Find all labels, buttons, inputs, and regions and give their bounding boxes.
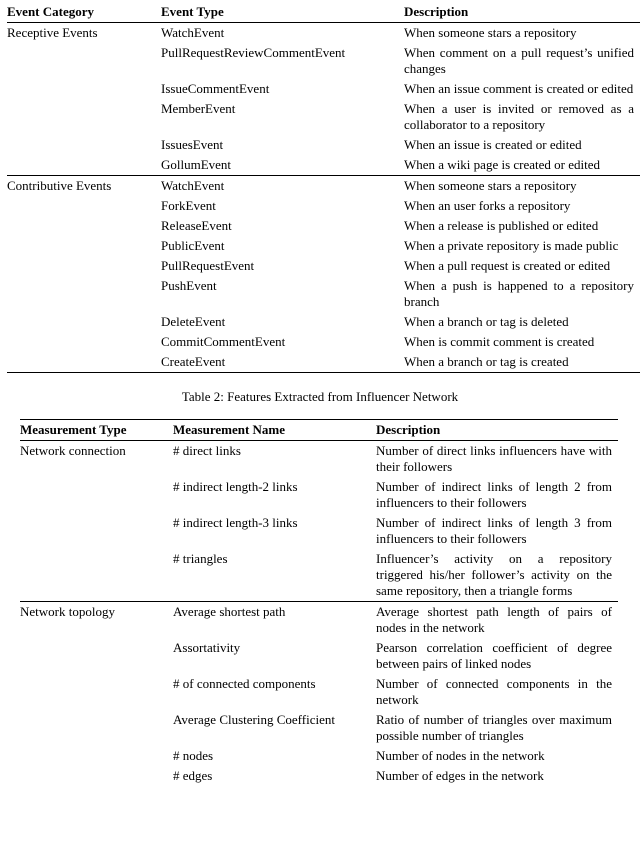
measurement-name-cell: # direct links	[173, 443, 241, 458]
event-type-cell: IssueCommentEvent	[161, 81, 270, 96]
table-row	[20, 674, 618, 710]
table-row	[7, 352, 640, 373]
measurement-description-cell: Number of direct links influencers have with their followers	[376, 443, 612, 474]
event-types-table	[7, 2, 640, 373]
measurement-name-cell: # of connected components	[173, 676, 316, 691]
event-description-cell: When someone stars a repository	[404, 25, 577, 40]
measurement-table-header-row	[20, 420, 618, 441]
measurement-name-cell: Average Clustering Coefficient	[173, 712, 335, 727]
table-row	[7, 236, 640, 256]
measurement-name-cell: Assortativity	[173, 640, 241, 655]
measurement-description-cell: Average shortest path length of pairs of nodes in the network	[376, 604, 612, 635]
event-type-cell: ForkEvent	[161, 198, 216, 213]
event-type-cell: PushEvent	[161, 278, 217, 293]
measurement-type-cell: Network connection	[20, 443, 126, 458]
table-row	[20, 638, 618, 674]
table-row	[7, 196, 640, 216]
event-table-header-row	[7, 2, 640, 23]
table-row	[20, 746, 618, 766]
influencer-network-table	[20, 419, 618, 786]
event-type-cell: PullRequestEvent	[161, 258, 255, 273]
event-type-cell: MemberEvent	[161, 101, 236, 116]
table-row	[7, 256, 640, 276]
event-type-cell: CommitCommentEvent	[161, 334, 286, 349]
table-row	[20, 602, 618, 639]
event-category-cell	[7, 79, 161, 99]
event-type-cell: IssuesEvent	[161, 137, 224, 152]
measurement-type-cell	[20, 766, 173, 786]
event-description-cell: When an issue comment is created or edited	[404, 81, 634, 96]
measurement-description-cell: Ratio of number of triangles over maximum possible number of triangles	[376, 712, 612, 743]
measurement-description-cell: Influencer’s activity on a repository triggered his/her follower’s activity on the same repository, then a triangle forms	[376, 551, 612, 598]
measurement-type-header: Measurement Type	[20, 422, 127, 437]
table-row	[7, 276, 640, 312]
table-row	[20, 513, 618, 549]
event-description-cell: When comment on a pull request’s unified changes	[404, 45, 634, 76]
event-type-cell: DeleteEvent	[161, 314, 226, 329]
event-category-cell	[7, 216, 161, 236]
event-description-cell: When a push is happened to a repository branch	[404, 278, 634, 309]
measurement-type-cell	[20, 746, 173, 766]
table-row	[7, 155, 640, 176]
measurement-type-cell	[20, 710, 173, 746]
measurement-description-cell: Number of connected components in the network	[376, 676, 612, 707]
event-type-cell: CreateEvent	[161, 354, 226, 369]
event-type-cell: WatchEvent	[161, 178, 225, 193]
event-description-cell: When a user is invited or removed as a collaborator to a repository	[404, 101, 634, 132]
table-row	[7, 79, 640, 99]
event-category-cell: Receptive Events	[7, 25, 98, 40]
measurement-name-cell: # nodes	[173, 748, 214, 763]
event-description-cell: When someone stars a repository	[404, 178, 577, 193]
table-row	[7, 332, 640, 352]
event-description-cell: When a pull request is created or edited	[404, 258, 611, 273]
event-description-cell: When is commit comment is created	[404, 334, 595, 349]
measurement-table-body	[20, 441, 618, 787]
event-category-cell	[7, 135, 161, 155]
measurement-type-cell	[20, 477, 173, 513]
event-description-cell: When an issue is created or edited	[404, 137, 582, 152]
event-category-cell: Contributive Events	[7, 178, 112, 193]
event-category-cell	[7, 43, 161, 79]
table-row	[7, 23, 640, 44]
measurement-name-cell: # triangles	[173, 551, 228, 566]
measurement-description-cell: Pearson correlation coefficient of degree between pairs of linked nodes	[376, 640, 612, 671]
measurement-name-header: Measurement Name	[173, 422, 286, 437]
event-description-cell: When a wiki page is created or edited	[404, 157, 600, 172]
table-row	[7, 135, 640, 155]
event-type-cell: PublicEvent	[161, 238, 225, 253]
measurement-type-cell	[20, 638, 173, 674]
event-category-cell	[7, 155, 161, 176]
event-type-header: Event Type	[161, 4, 224, 19]
event-description-cell: When a branch or tag is created	[404, 354, 569, 369]
event-type-cell: GollumEvent	[161, 157, 232, 172]
measurement-description-cell: Number of nodes in the network	[376, 748, 545, 763]
measurement-description-cell: Number of indirect links of length 3 from influencers to their followers	[376, 515, 612, 546]
measurement-type-cell: Network topology	[20, 604, 115, 619]
event-description-cell: When a release is published or edited	[404, 218, 599, 233]
table-row	[20, 710, 618, 746]
table2-caption: Table 2: Features Extracted from Influencer Network	[181, 389, 459, 404]
event-table-body	[7, 23, 640, 373]
event-category-cell	[7, 352, 161, 373]
event-category-cell	[7, 312, 161, 332]
measurement-description-cell: Number of indirect links of length 2 from influencers to their followers	[376, 479, 612, 510]
measurement-name-cell: # edges	[173, 768, 213, 783]
event-category-cell	[7, 99, 161, 135]
event-category-cell	[7, 276, 161, 312]
event-description-cell: When an user forks a repository	[404, 198, 571, 213]
table-row	[7, 216, 640, 236]
measurement-description-header: Description	[376, 422, 441, 437]
event-category-cell	[7, 236, 161, 256]
table-row	[20, 766, 618, 786]
table-row	[20, 477, 618, 513]
event-category-cell	[7, 196, 161, 216]
event-category-cell	[7, 332, 161, 352]
table-row	[20, 441, 618, 478]
event-type-cell: PullRequestReviewCommentEvent	[161, 45, 346, 60]
measurement-description-cell: Number of edges in the network	[376, 768, 544, 783]
measurement-name-cell: # indirect length-3 links	[173, 515, 298, 530]
table-row	[7, 312, 640, 332]
event-description-cell: When a branch or tag is deleted	[404, 314, 569, 329]
measurement-type-cell	[20, 549, 173, 602]
measurement-name-cell: # indirect length-2 links	[173, 479, 298, 494]
event-description-header: Description	[404, 4, 469, 19]
event-description-cell: When a private repository is made public	[404, 238, 619, 253]
measurement-type-cell	[20, 674, 173, 710]
table-row	[7, 99, 640, 135]
table-row	[7, 43, 640, 79]
event-category-cell	[7, 256, 161, 276]
measurement-name-cell: Average shortest path	[173, 604, 286, 619]
event-type-cell: WatchEvent	[161, 25, 225, 40]
table-row	[20, 549, 618, 602]
measurement-type-cell	[20, 513, 173, 549]
event-type-cell: ReleaseEvent	[161, 218, 232, 233]
table-row	[7, 176, 640, 197]
event-category-header: Event Category	[7, 4, 95, 19]
